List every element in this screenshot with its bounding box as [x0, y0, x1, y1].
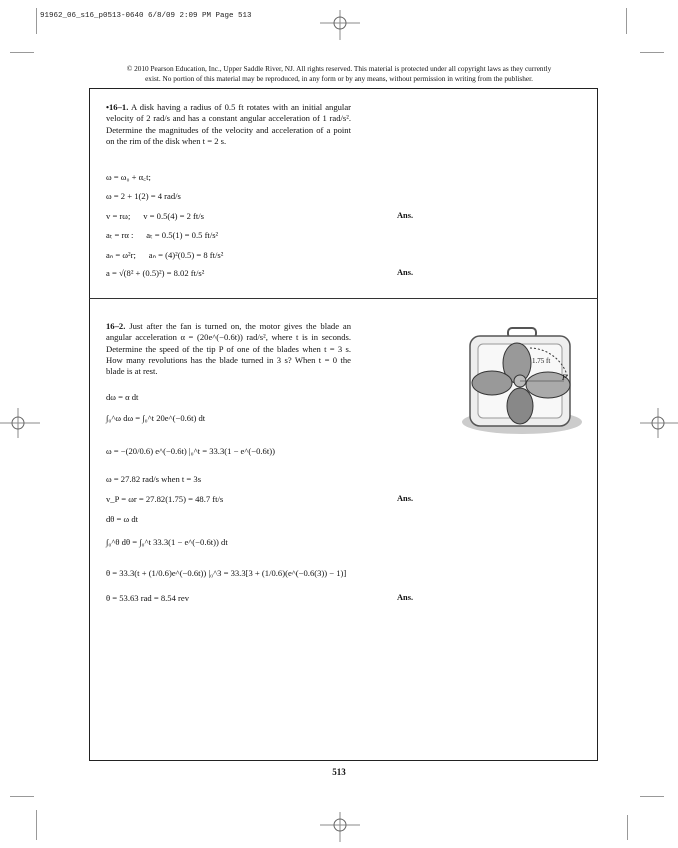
equation: ω = ω₀ + α꜀t; — [106, 172, 151, 182]
box-fan-figure — [460, 318, 595, 443]
answer-label: Ans. — [397, 211, 414, 220]
equation: ∫₀^θ dθ = ∫₀^t 33.3(1 − e^(−0.6t)) dt — [106, 537, 228, 547]
problem-number: 16–2. — [106, 321, 126, 331]
copyright-line: © 2010 Pearson Education, Inc., Upper Saddle River, NJ. All rights reserved. This material is protected under all copyright laws as they currently — [126, 64, 552, 73]
problem-divider — [89, 298, 598, 299]
problem-text: A disk having a radius of 0.5 ft rotates with an initial angular velocity of 2 rad/s and has a constant angular acceleration of 1 rad/s². Determine the magnitudes of the velocity and acceleration of a point on the rim of the disk when t = 2 s. — [106, 102, 351, 146]
crop-mark — [627, 815, 628, 840]
registration-mark-icon — [640, 408, 678, 438]
equation: ω = 27.82 rad/s when t = 3s — [106, 474, 202, 484]
problem-16-2-statement — [106, 321, 351, 377]
equation: v = rω; v = 0.5(4) = 2 ft/s — [106, 211, 205, 221]
equation: a = √(8² + (0.5)²) = 8.02 ft/s² — [106, 268, 205, 278]
equation: θ = 33.3(t + (1/0.6)e^(−0.6t)) |₀^3 = 33.3[3 + (1/0.6)(e^(−0.6(3)) − 1)] — [106, 568, 347, 578]
radius-label: 1.75 ft — [532, 357, 551, 365]
crop-mark — [10, 52, 34, 53]
point-label: P — [562, 373, 567, 382]
problem-text: Just after the fan is turned on, the motor gives the blade an angular acceleration α = (20e^(−0.6t)) rad/s², where t is in seconds. Determine the speed of the tip P of one of the blades when t = 3 s. How many revolutions has the blade turned in 3 s? When t = 0 the blade is at rest. — [106, 321, 351, 377]
answer-label: Ans. — [397, 268, 414, 277]
equation: θ = 53.63 rad = 8.54 rev — [106, 593, 190, 603]
crop-mark — [10, 796, 34, 797]
problem-16-1-statement — [106, 102, 351, 147]
crop-mark — [36, 8, 37, 34]
registration-mark-icon — [320, 10, 360, 40]
crop-mark — [640, 52, 664, 53]
registration-mark-icon — [0, 408, 40, 438]
equation: dθ = ω dt — [106, 514, 139, 524]
copyright-notice — [0, 64, 678, 84]
equation: aₜ = rα : aₜ = 0.5(1) = 0.5 ft/s² — [106, 230, 219, 240]
equation: aₙ = ω²r; aₙ = (4)²(0.5) = 8 ft/s² — [106, 250, 224, 260]
page-number: 513 — [332, 767, 346, 777]
crop-mark — [640, 796, 664, 797]
registration-mark-icon — [320, 812, 360, 842]
problem-number: •16–1. — [106, 102, 129, 112]
equation: ω = −(20/0.6) e^(−0.6t) |₀^t = 33.3(1 − e^(−0.6t)) — [106, 446, 275, 456]
answer-label: Ans. — [397, 593, 414, 602]
answer-label: Ans. — [397, 494, 414, 503]
copyright-line: exist. No portion of this material may be reproduced, in any form or by any means, without permission in writing from the publisher. — [145, 74, 533, 83]
equation: ω = 2 + 1(2) = 4 rad/s — [106, 191, 181, 201]
equation: dω = α dt — [106, 392, 139, 402]
print-slug: 91962_06_s16_p0513-0640 6/8/09 2:09 PM Page 513 — [40, 12, 252, 20]
equation: v_P = ωr = 27.82(1.75) = 48.7 ft/s — [106, 494, 224, 504]
crop-mark — [626, 8, 627, 34]
crop-mark — [36, 810, 37, 840]
equation: ∫₀^ω dω = ∫₀^t 20e^(−0.6t) dt — [106, 413, 206, 423]
